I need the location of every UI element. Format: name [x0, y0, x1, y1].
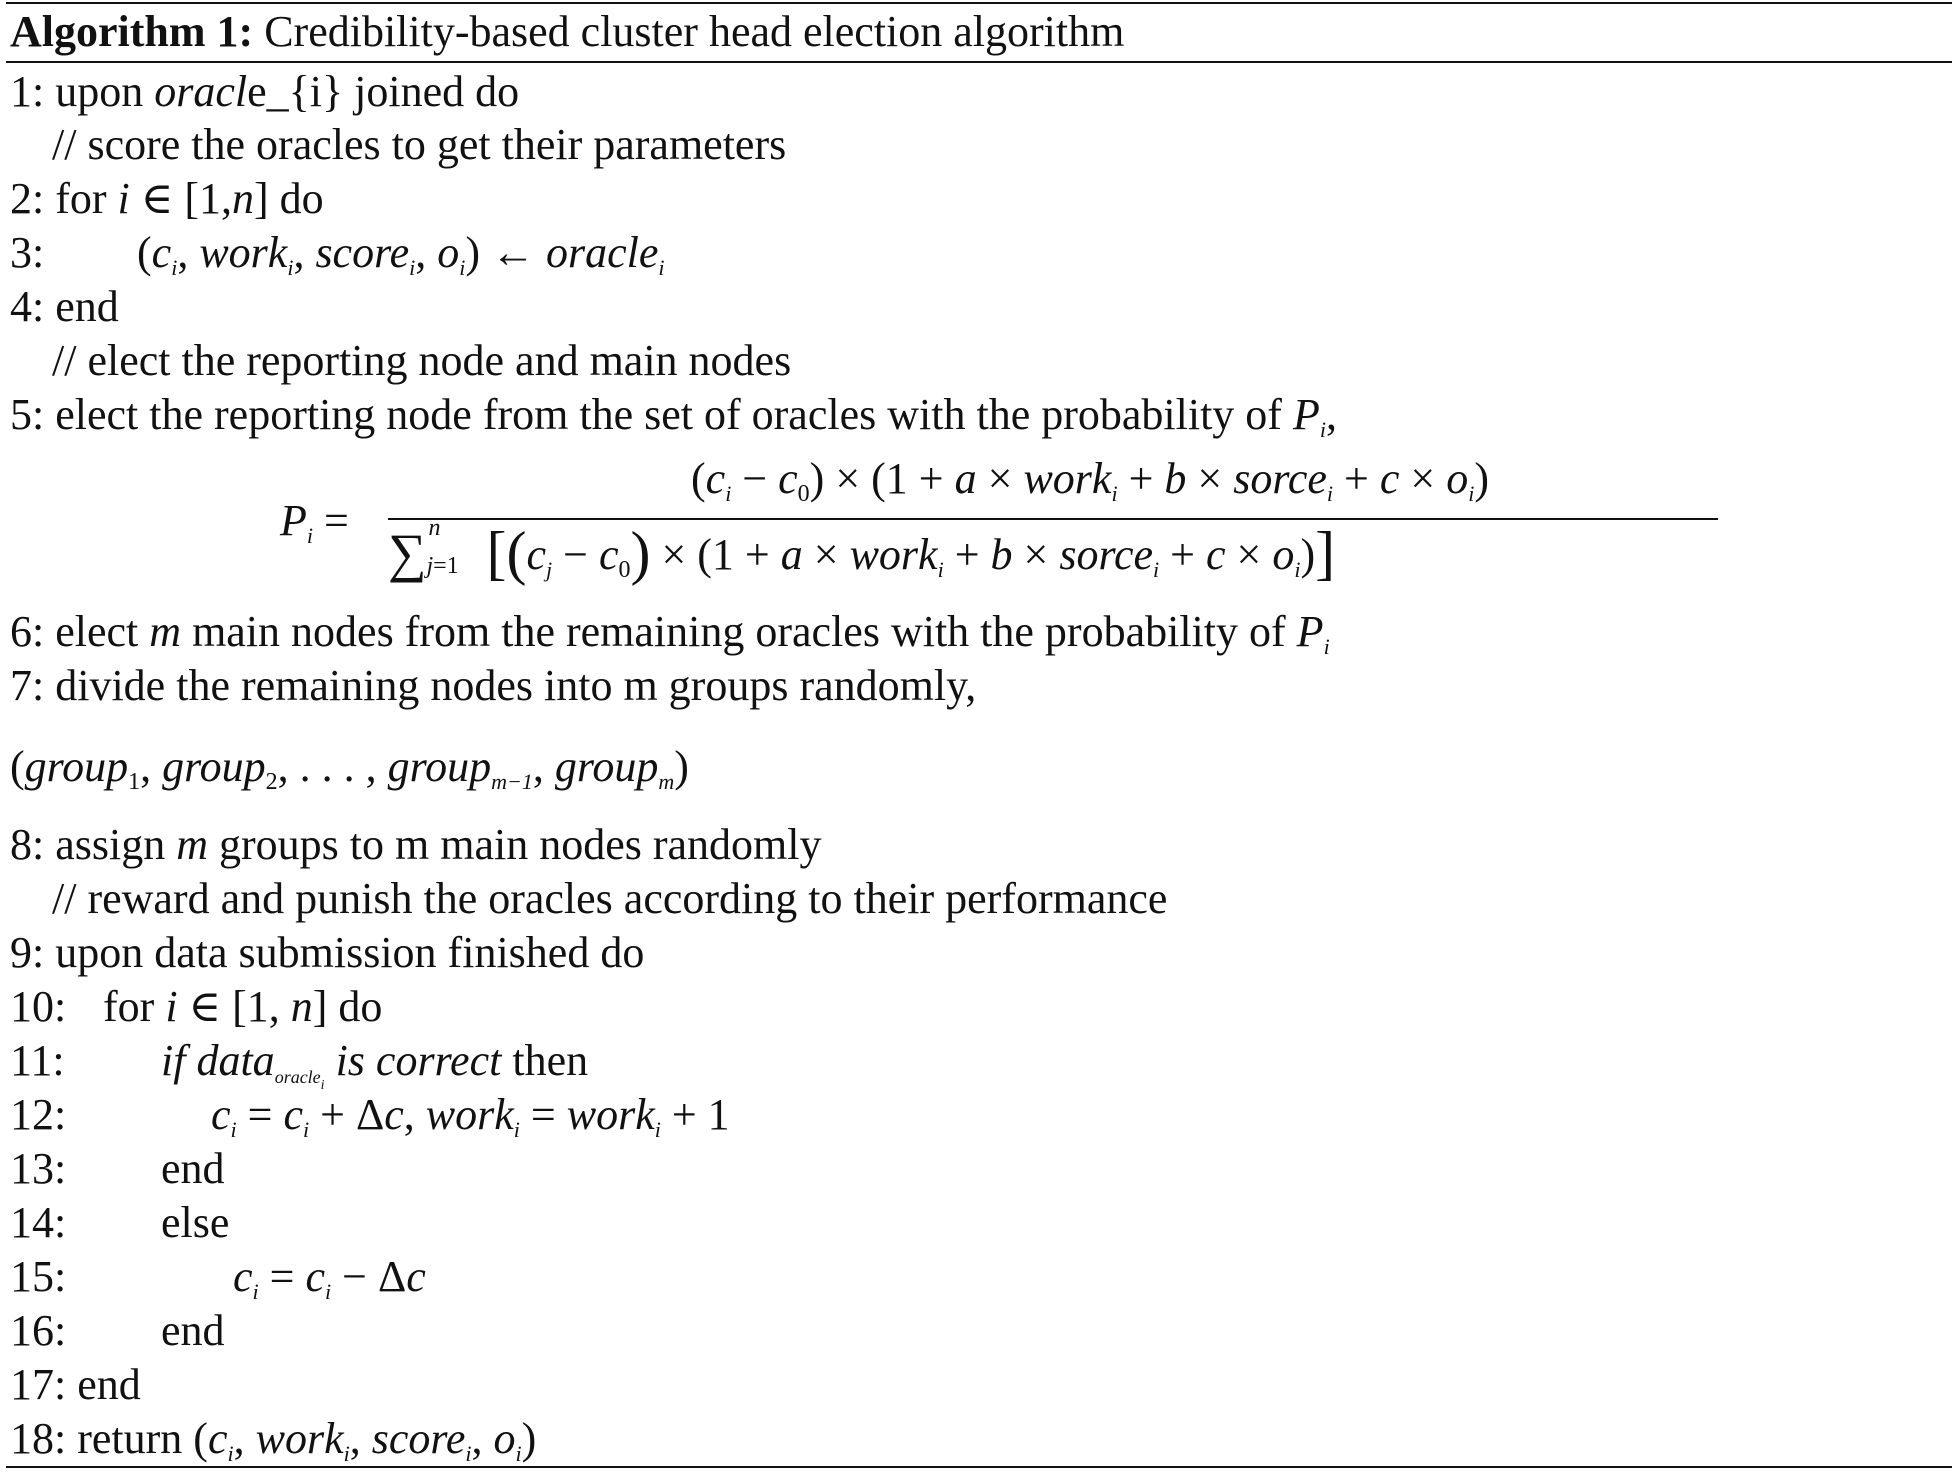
line-2	[10, 172, 324, 226]
line-number: 3:	[10, 228, 45, 277]
return-expression: ($c_i$, work$_i$, score$_i$, $o_i$)	[193, 1414, 537, 1466]
line-4	[10, 280, 119, 334]
line-16	[10, 1304, 225, 1358]
line-9	[10, 926, 644, 980]
condition-subscript: oracle	[274, 1067, 321, 1087]
condition-subsubscript: i	[320, 1078, 325, 1093]
comment-text: // score the oracles to get their parameters	[52, 120, 787, 169]
groups-expression: (group$_1$, group$_2$, . . . , group$_{m-1}$, group$_m$)	[10, 742, 689, 795]
line-text: assign	[55, 820, 166, 869]
condition-text: is correct	[335, 1036, 502, 1085]
line-text: for	[55, 174, 107, 223]
comment-line	[52, 872, 1167, 926]
line-3	[10, 226, 665, 280]
line-text: divide the remaining nodes into m groups randomly,	[55, 661, 977, 710]
line-text: ∈ [1,	[188, 982, 280, 1031]
line-14	[10, 1196, 229, 1250]
line-6	[10, 605, 1330, 659]
bottom-rule	[6, 1466, 1952, 1468]
line-text: ] do	[312, 982, 383, 1031]
line-7	[10, 659, 976, 713]
update-expression: $c_i = c_i - \Delta c$	[233, 1252, 426, 1304]
algorithm-label: Algorithm 1:	[10, 7, 254, 56]
line-number: 15:	[10, 1252, 67, 1301]
line-10	[10, 980, 382, 1034]
line-number: 4:	[10, 282, 45, 331]
line-text: end	[161, 1144, 225, 1193]
line-number: 8:	[10, 820, 45, 869]
update-expression: $c_i = c_i + \Delta c$, work$_i$ = work$_i$ + 1	[211, 1090, 730, 1142]
caption-rule	[6, 61, 1952, 63]
math-expression: $P_i$,	[1292, 390, 1337, 442]
line-text: e_{i} joined do	[247, 67, 520, 116]
line-8	[10, 818, 822, 872]
math-var: n	[290, 982, 313, 1031]
line-number: 5:	[10, 390, 45, 439]
math-var: i	[117, 174, 130, 223]
formula-lhs: $P_i$ =	[280, 496, 349, 548]
algorithm-caption	[10, 3, 1124, 61]
line-number: 17:	[10, 1360, 67, 1409]
line-number: 9:	[10, 928, 45, 977]
line-number: 10:	[10, 982, 67, 1031]
formula-denominator: ∑ n j=1 [$(c_j - c_0) \times (1 + a$ × work$_i$ + b × sorce$_i$ + $c \times o_i$)]	[388, 515, 1336, 586]
line-text: ] do	[254, 174, 324, 223]
line-number: 18:	[10, 1414, 67, 1463]
comment-text: // elect the reporting node and main nodes	[52, 336, 792, 385]
line-15	[10, 1250, 426, 1304]
math-var: m	[149, 607, 182, 656]
line-text: elect the reporting node from the set of oracles with the probability of	[55, 390, 1282, 439]
line-text: ∈ [1,	[140, 174, 233, 223]
line-number: 7:	[10, 661, 45, 710]
line-text: end	[55, 282, 119, 331]
line-text: end	[161, 1306, 225, 1355]
line-1	[10, 65, 519, 119]
line-text: groups to m main nodes randomly	[219, 820, 822, 869]
line-number: 13:	[10, 1144, 67, 1193]
line-text-italic: oracl	[154, 67, 248, 116]
line-18	[10, 1412, 536, 1466]
line-text: then	[512, 1036, 589, 1085]
line-12	[10, 1088, 730, 1142]
math-expression: $P_i$	[1296, 607, 1330, 659]
line-17	[10, 1358, 141, 1412]
line-text: upon data submission finished do	[55, 928, 645, 977]
line-number: 16:	[10, 1306, 67, 1355]
comment-line	[52, 118, 786, 172]
math-var: m	[176, 820, 209, 869]
line-5	[10, 388, 1337, 442]
formula-numerator: $(c_i - c_0) \times (1 + a$ × work$_i$ + b × sorce$_i$ + $c \times o_i$)	[691, 454, 1489, 507]
fraction-bar	[388, 518, 1718, 520]
line-text: elect	[55, 607, 139, 656]
line-11	[10, 1034, 589, 1093]
algorithm-title: Credibility-based cluster head election algorithm	[264, 7, 1125, 56]
line-number: 12:	[10, 1090, 67, 1139]
line-number: 2:	[10, 174, 45, 223]
comment-line	[52, 334, 791, 388]
line-text: return	[77, 1414, 183, 1463]
line-number: 1:	[10, 67, 45, 116]
line-text: else	[161, 1198, 230, 1247]
line-text: upon	[55, 67, 144, 116]
line-number: 11:	[10, 1036, 65, 1085]
comment-text: // reward and punish the oracles according to their performance	[52, 874, 1168, 923]
condition-expression	[161, 1036, 589, 1093]
line-text: for	[103, 982, 155, 1031]
line-number: 6:	[10, 607, 45, 656]
line-text: main nodes from the remaining oracles with the probability of	[192, 607, 1286, 656]
math-var: i	[165, 982, 178, 1031]
assignment-expression: ($c_i$, work$_i$, score$_i$, $o_i$) ← oracle$_i$	[137, 228, 665, 280]
condition-text: if data	[161, 1036, 275, 1085]
math-var: n	[232, 174, 255, 223]
line-13	[10, 1142, 225, 1196]
line-text: end	[77, 1360, 141, 1409]
line-number: 14:	[10, 1198, 67, 1247]
